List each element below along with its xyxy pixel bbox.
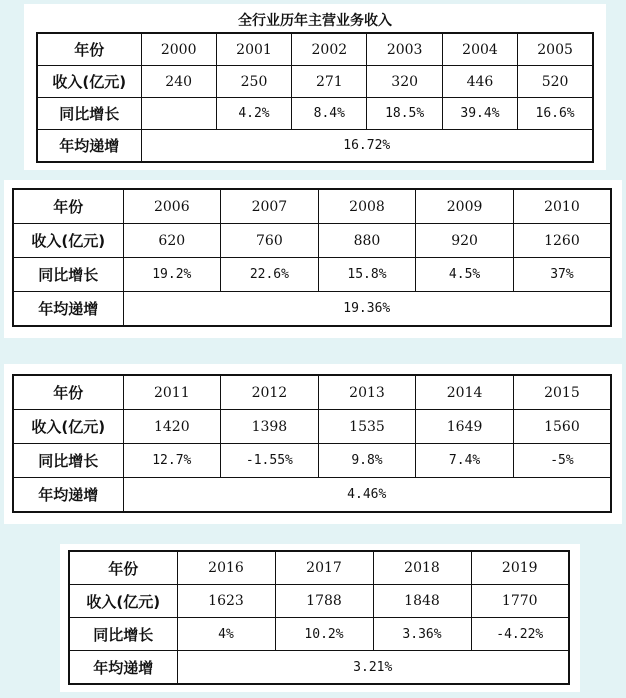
year-cell: 2017 (275, 551, 373, 585)
year-cell: 2018 (373, 551, 471, 585)
year-row (69, 551, 569, 585)
yoy-cell: -5% (513, 444, 611, 478)
revenue-cell: 446 (442, 66, 517, 98)
revenue-cell: 1560 (513, 410, 611, 444)
yoy-header: 同比增长 (13, 444, 123, 478)
revenue-cell: 1420 (123, 410, 221, 444)
yoy-cell: 16.6% (518, 98, 593, 130)
revenue-cell: 1260 (513, 224, 611, 258)
yoy-cell: 4.2% (216, 98, 291, 130)
year-cell: 2015 (513, 375, 611, 410)
revenue-cell: 1649 (416, 410, 514, 444)
cagr-row (13, 478, 611, 513)
year-cell: 2016 (177, 551, 275, 585)
year-row (37, 33, 593, 66)
table-panel-2000-2005 (24, 4, 606, 170)
cagr-header: 年均递增 (37, 130, 141, 163)
year-header: 年份 (13, 375, 123, 410)
yoy-row (13, 444, 611, 478)
year-cell: 2011 (123, 375, 221, 410)
revenue-cell: 1848 (373, 585, 471, 618)
year-cell: 2012 (221, 375, 319, 410)
yoy-cell: 9.8% (318, 444, 416, 478)
year-cell: 2013 (318, 375, 416, 410)
year-row (13, 189, 611, 224)
cagr-cell: 3.21% (177, 651, 569, 685)
cagr-row (37, 130, 593, 163)
cagr-row (69, 651, 569, 685)
cagr-row (13, 292, 611, 327)
revenue-table-2011-2015 (12, 374, 612, 513)
year-cell: 2008 (318, 189, 416, 224)
revenue-row (13, 410, 611, 444)
revenue-cell: 1398 (221, 410, 319, 444)
cagr-header: 年均递增 (69, 651, 177, 685)
yoy-cell: 15.8% (318, 258, 416, 292)
year-cell: 2010 (513, 189, 611, 224)
revenue-row (13, 224, 611, 258)
revenue-cell: 1623 (177, 585, 275, 618)
revenue-row (69, 585, 569, 618)
yoy-header: 同比增长 (37, 98, 141, 130)
year-cell: 2002 (292, 33, 367, 66)
revenue-cell: 760 (221, 224, 319, 258)
revenue-header: 收入(亿元) (13, 410, 123, 444)
year-header: 年份 (13, 189, 123, 224)
revenue-header: 收入(亿元) (69, 585, 177, 618)
table-panel-2011-2015 (4, 364, 622, 524)
revenue-cell: 1535 (318, 410, 416, 444)
yoy-cell: -4.22% (471, 618, 569, 651)
revenue-table-2016-2019 (68, 550, 570, 685)
yoy-cell: 8.4% (292, 98, 367, 130)
table-panel-2006-2010 (4, 180, 622, 338)
year-row (13, 375, 611, 410)
year-cell: 2000 (141, 33, 216, 66)
yoy-cell: 7.4% (416, 444, 514, 478)
cagr-cell: 4.46% (123, 478, 611, 513)
year-cell: 2009 (416, 189, 514, 224)
yoy-cell: 4.5% (416, 258, 514, 292)
year-cell: 2014 (416, 375, 514, 410)
revenue-cell: 880 (318, 224, 416, 258)
revenue-table-2000-2005 (36, 32, 594, 163)
yoy-header: 同比增长 (13, 258, 123, 292)
table-panel-2016-2019 (60, 544, 580, 692)
yoy-cell (141, 98, 216, 130)
revenue-cell: 250 (216, 66, 291, 98)
revenue-cell: 1770 (471, 585, 569, 618)
revenue-cell: 1788 (275, 585, 373, 618)
yoy-row (37, 98, 593, 130)
revenue-cell: 620 (123, 224, 221, 258)
cagr-cell: 19.36% (123, 292, 611, 327)
yoy-cell: 19.2% (123, 258, 221, 292)
cagr-cell: 16.72% (141, 130, 593, 163)
yoy-cell: 37% (513, 258, 611, 292)
year-cell: 2004 (442, 33, 517, 66)
yoy-cell: 10.2% (275, 618, 373, 651)
cagr-header: 年均递增 (13, 292, 123, 327)
revenue-row (37, 66, 593, 98)
revenue-header: 收入(亿元) (37, 66, 141, 98)
yoy-header: 同比增长 (69, 618, 177, 651)
revenue-cell: 271 (292, 66, 367, 98)
yoy-row (69, 618, 569, 651)
year-cell: 2019 (471, 551, 569, 585)
yoy-cell: 39.4% (442, 98, 517, 130)
yoy-cell: 4% (177, 618, 275, 651)
year-header: 年份 (37, 33, 141, 66)
revenue-cell: 520 (518, 66, 593, 98)
year-cell: 2007 (221, 189, 319, 224)
year-header: 年份 (69, 551, 177, 585)
revenue-cell: 320 (367, 66, 442, 98)
yoy-cell: 18.5% (367, 98, 442, 130)
yoy-cell: 22.6% (221, 258, 319, 292)
year-cell: 2003 (367, 33, 442, 66)
revenue-header: 收入(亿元) (13, 224, 123, 258)
revenue-cell: 920 (416, 224, 514, 258)
yoy-row (13, 258, 611, 292)
revenue-table-2006-2010 (12, 188, 612, 327)
year-cell: 2001 (216, 33, 291, 66)
yoy-cell: 12.7% (123, 444, 221, 478)
page-title: 全行业历年主营业务收入 (238, 13, 392, 29)
year-cell: 2006 (123, 189, 221, 224)
cagr-header: 年均递增 (13, 478, 123, 513)
yoy-cell: 3.36% (373, 618, 471, 651)
revenue-cell: 240 (141, 66, 216, 98)
year-cell: 2005 (518, 33, 593, 66)
yoy-cell: -1.55% (221, 444, 319, 478)
